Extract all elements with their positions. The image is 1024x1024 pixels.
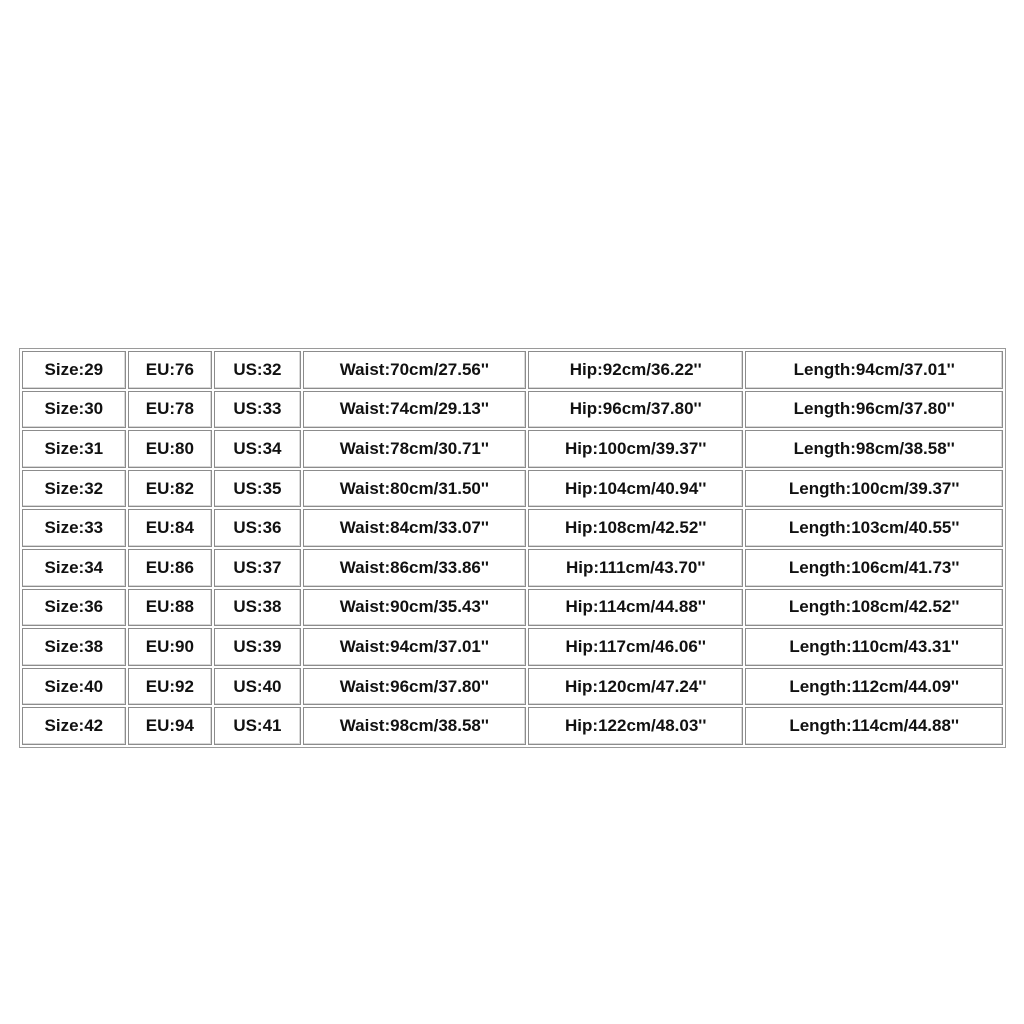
table-row: [22, 549, 1003, 587]
hip-cell: Hip:111cm/43.70'': [528, 549, 743, 587]
length-cell: Length:100cm/39.37'': [745, 470, 1003, 508]
eu-size-cell: EU:88: [128, 589, 213, 627]
eu-size-cell: EU:94: [128, 707, 213, 745]
table-row: [22, 470, 1003, 508]
hip-cell: Hip:108cm/42.52'': [528, 509, 743, 547]
table-row: [22, 707, 1003, 745]
length-cell: Length:112cm/44.09'': [745, 668, 1003, 706]
us-size-cell: US:33: [214, 391, 301, 429]
us-size-cell: US:36: [214, 509, 301, 547]
size-cell: Size:32: [22, 470, 126, 508]
size-chart-table: [20, 349, 1005, 747]
us-size-cell: US:39: [214, 628, 301, 666]
size-cell: Size:29: [22, 351, 126, 389]
waist-cell: Waist:74cm/29.13'': [303, 391, 526, 429]
waist-cell: Waist:94cm/37.01'': [303, 628, 526, 666]
us-size-cell: US:34: [214, 430, 301, 468]
size-cell: Size:40: [22, 668, 126, 706]
waist-cell: Waist:90cm/35.43'': [303, 589, 526, 627]
waist-cell: Waist:80cm/31.50'': [303, 470, 526, 508]
size-cell: Size:34: [22, 549, 126, 587]
size-cell: Size:33: [22, 509, 126, 547]
waist-cell: Waist:70cm/27.56'': [303, 351, 526, 389]
hip-cell: Hip:114cm/44.88'': [528, 589, 743, 627]
hip-cell: Hip:122cm/48.03'': [528, 707, 743, 745]
hip-cell: Hip:120cm/47.24'': [528, 668, 743, 706]
table-row: [22, 509, 1003, 547]
size-cell: Size:30: [22, 391, 126, 429]
eu-size-cell: EU:76: [128, 351, 213, 389]
length-cell: Length:94cm/37.01'': [745, 351, 1003, 389]
us-size-cell: US:38: [214, 589, 301, 627]
waist-cell: Waist:84cm/33.07'': [303, 509, 526, 547]
us-size-cell: US:32: [214, 351, 301, 389]
table-row: [22, 628, 1003, 666]
table-row: [22, 391, 1003, 429]
eu-size-cell: EU:80: [128, 430, 213, 468]
size-cell: Size:36: [22, 589, 126, 627]
us-size-cell: US:41: [214, 707, 301, 745]
size-cell: Size:42: [22, 707, 126, 745]
waist-cell: Waist:78cm/30.71'': [303, 430, 526, 468]
length-cell: Length:96cm/37.80'': [745, 391, 1003, 429]
us-size-cell: US:35: [214, 470, 301, 508]
length-cell: Length:103cm/40.55'': [745, 509, 1003, 547]
eu-size-cell: EU:78: [128, 391, 213, 429]
eu-size-cell: EU:82: [128, 470, 213, 508]
size-cell: Size:31: [22, 430, 126, 468]
us-size-cell: US:40: [214, 668, 301, 706]
length-cell: Length:106cm/41.73'': [745, 549, 1003, 587]
size-chart: [19, 348, 1006, 748]
table-row: [22, 351, 1003, 389]
table-row: [22, 430, 1003, 468]
length-cell: Length:114cm/44.88'': [745, 707, 1003, 745]
waist-cell: Waist:96cm/37.80'': [303, 668, 526, 706]
table-row: [22, 668, 1003, 706]
length-cell: Length:108cm/42.52'': [745, 589, 1003, 627]
eu-size-cell: EU:84: [128, 509, 213, 547]
hip-cell: Hip:96cm/37.80'': [528, 391, 743, 429]
hip-cell: Hip:104cm/40.94'': [528, 470, 743, 508]
hip-cell: Hip:92cm/36.22'': [528, 351, 743, 389]
eu-size-cell: EU:92: [128, 668, 213, 706]
eu-size-cell: EU:90: [128, 628, 213, 666]
length-cell: Length:110cm/43.31'': [745, 628, 1003, 666]
waist-cell: Waist:86cm/33.86'': [303, 549, 526, 587]
table-row: [22, 589, 1003, 627]
eu-size-cell: EU:86: [128, 549, 213, 587]
waist-cell: Waist:98cm/38.58'': [303, 707, 526, 745]
length-cell: Length:98cm/38.58'': [745, 430, 1003, 468]
us-size-cell: US:37: [214, 549, 301, 587]
hip-cell: Hip:100cm/39.37'': [528, 430, 743, 468]
size-cell: Size:38: [22, 628, 126, 666]
hip-cell: Hip:117cm/46.06'': [528, 628, 743, 666]
